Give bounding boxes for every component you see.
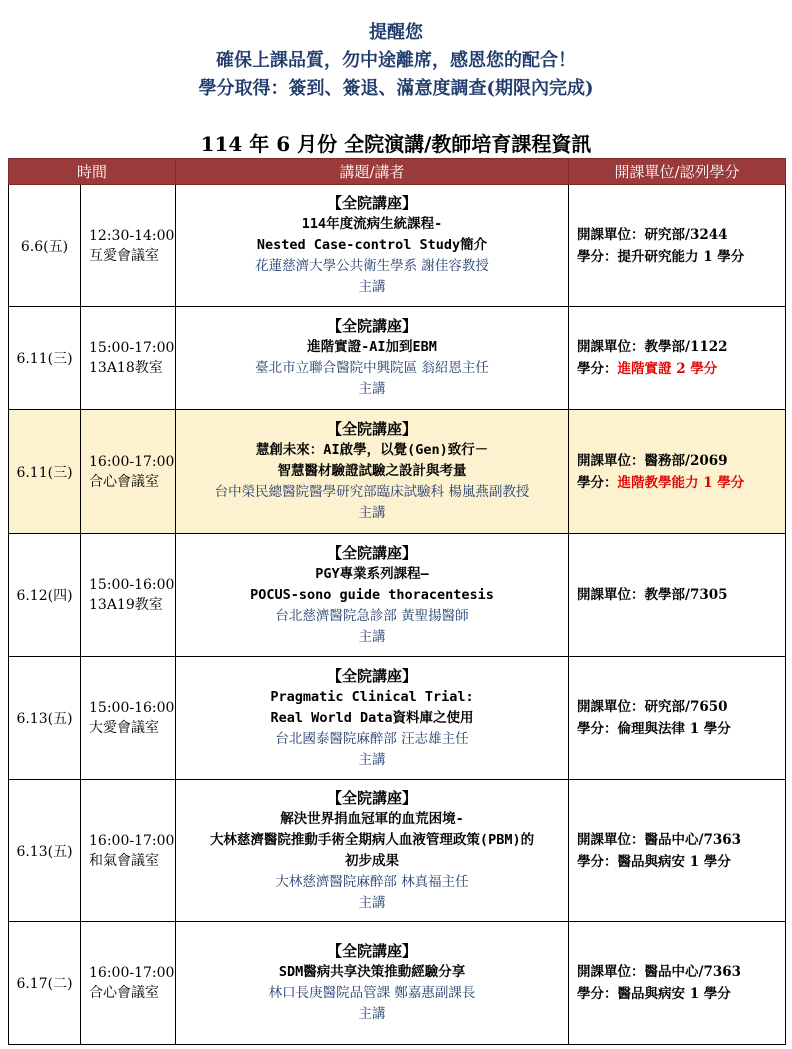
- session-time: 16:00-17:00: [89, 965, 175, 981]
- session-room: 大愛會議室: [89, 720, 159, 736]
- speaker: 台中榮民總醫院醫學研究部臨床試驗科 楊嵐燕副教授: [214, 484, 530, 500]
- course-title-line: 慧創未來：AI啟學，以覺(Gen)致行－: [255, 442, 489, 458]
- credit-line: [577, 851, 785, 873]
- session-topic: [176, 780, 569, 922]
- credit-label: 學分：: [577, 361, 618, 377]
- session-room: 合心會議室: [89, 473, 159, 490]
- lecture-tag: 【全院講座】: [327, 317, 418, 335]
- session-time: 12:30-14:00: [89, 227, 175, 244]
- course-title-line: PGY專業系列課程—: [315, 565, 429, 582]
- session-room: 13A19教室: [89, 597, 163, 613]
- speaker-role: 主講: [358, 628, 386, 645]
- credit-value: 進階教學能力 1 學分: [617, 474, 745, 491]
- session-date: 6.17(二): [9, 922, 81, 1045]
- session-topic: [176, 410, 569, 534]
- session-time-room: [81, 922, 176, 1045]
- table-row: [9, 780, 786, 922]
- host-unit: 開課單位：研究部/3244: [577, 226, 728, 243]
- header-topic: 講題/講者: [176, 159, 569, 185]
- course-title-line: Nested Case-control Study簡介: [256, 237, 488, 253]
- course-title-line: SDM醫病共享決策推動經驗分享: [278, 964, 466, 980]
- credit-value: 醫品與病安 1 學分: [617, 986, 731, 1002]
- credit-label: 學分：: [577, 853, 618, 870]
- page-title: 114 年 6 月份 全院演講/教師培育課程資訊: [200, 132, 592, 156]
- session-room: 13A18教室: [89, 360, 163, 376]
- speaker: 林口長庚醫院品管課 鄭嘉惠副課長: [268, 985, 476, 1001]
- notice-attendance: 確保上課品質，勿中途離席，感恩您的配合！: [216, 50, 576, 71]
- lecture-tag: 【全院講座】: [327, 788, 418, 807]
- credit-line: [577, 983, 785, 1005]
- host-unit: 開課單位：醫品中心/7363: [577, 964, 742, 980]
- session-topic: [176, 185, 569, 307]
- credit-value: 提升研究能力 1 學分: [617, 248, 745, 265]
- speaker-role: 主講: [358, 1006, 386, 1022]
- speaker: 臺北市立聯合醫院中興院區 翁紹恩主任: [255, 360, 489, 376]
- lecture-tag: 【全院講座】: [327, 942, 418, 960]
- session-unit: [569, 534, 786, 657]
- session-unit: [569, 657, 786, 780]
- course-title-line: 初步成果: [345, 852, 400, 869]
- course-title-line: 大林慈濟醫院推動手術全期病人血液管理政策(PBM)的: [209, 831, 535, 848]
- course-title-line: POCUS-sono guide thoracentesis: [250, 586, 494, 603]
- host-unit: 開課單位：醫品中心/7363: [577, 831, 742, 848]
- credit-line: [577, 472, 785, 494]
- session-date: 6.6(五): [9, 185, 81, 307]
- speaker-role: 主講: [358, 894, 386, 911]
- course-title-line: 智慧醫材驗證試驗之設計與考量: [277, 463, 467, 479]
- session-time: 16:00-17:00: [89, 832, 175, 849]
- speaker-role: 主講: [358, 381, 386, 397]
- speaker: 花蓮慈濟大學公共衛生學系 謝佳容教授: [255, 258, 489, 274]
- session-room: 和氣會議室: [89, 852, 159, 869]
- notice-credit-rule: 學分取得：簽到、簽退、滿意度調查(期限內完成): [198, 78, 594, 99]
- session-time-room: [81, 780, 176, 922]
- header-unit: 開課單位/認列學分: [569, 159, 786, 185]
- lecture-tag: 【全院講座】: [327, 543, 418, 562]
- credit-value: 倫理與法律 1 學分: [617, 721, 731, 737]
- session-time-room: [81, 307, 176, 410]
- credit-label: 學分：: [577, 986, 618, 1002]
- session-time: 15:00-16:00: [89, 700, 175, 716]
- speaker: 台北國泰醫院麻醉部 汪志雄主任: [275, 730, 469, 747]
- credit-label: 學分：: [577, 474, 618, 491]
- host-unit: 開課單位：研究部/7650: [577, 699, 728, 715]
- session-time-room: [81, 534, 176, 657]
- session-date: 6.12(四): [9, 534, 81, 657]
- lecture-tag: 【全院講座】: [327, 194, 418, 212]
- credit-line: [577, 358, 785, 380]
- lecture-tag: 【全院講座】: [327, 666, 418, 685]
- credit-value: 進階實證 2 學分: [617, 361, 718, 377]
- session-date: 6.11(三): [9, 307, 81, 410]
- table-row: [9, 657, 786, 780]
- table-row: [9, 534, 786, 657]
- session-time: 15:00-17:00: [89, 340, 175, 356]
- course-title-line: Real World Data資料庫之使用: [270, 709, 474, 726]
- host-unit: 開課單位：教學部/7305: [577, 587, 728, 603]
- session-unit: [569, 307, 786, 410]
- session-time: 16:00-17:00: [89, 453, 175, 470]
- course-title-line: Pragmatic Clinical Trial:: [270, 688, 474, 705]
- credit-label: 學分：: [577, 721, 618, 737]
- course-title-line: 114年度流病生統課程-: [301, 216, 443, 232]
- speaker-role: 主講: [358, 505, 386, 521]
- session-room: 互愛會議室: [89, 247, 159, 264]
- session-topic: [176, 657, 569, 780]
- session-time: 15:00-16:00: [89, 577, 175, 593]
- host-unit: 開課單位：教學部/1122: [577, 339, 728, 355]
- credit-label: 學分：: [577, 248, 618, 265]
- session-unit: [569, 410, 786, 534]
- session-time-room: [81, 657, 176, 780]
- session-topic: [176, 534, 569, 657]
- course-title-line: 進階實證-AI加到EBM: [307, 339, 437, 355]
- schedule-table: [8, 158, 786, 1045]
- table-row: [9, 307, 786, 410]
- session-topic: [176, 922, 569, 1045]
- speaker: 台北慈濟醫院急診部 黃聖揚醫師: [275, 607, 469, 624]
- session-unit: [569, 780, 786, 922]
- session-room: 合心會議室: [89, 985, 159, 1001]
- table-row: [9, 410, 786, 534]
- host-unit: 開課單位：醫務部/2069: [577, 452, 728, 469]
- table-row: [9, 185, 786, 307]
- session-unit: [569, 922, 786, 1045]
- credit-line: [577, 246, 785, 268]
- session-time-room: [81, 410, 176, 534]
- speaker-role: 主講: [358, 751, 386, 768]
- session-topic: [176, 307, 569, 410]
- course-title-line: 解決世界捐血冠軍的血荒困境-: [280, 810, 464, 827]
- session-date: 6.11(三): [9, 410, 81, 534]
- credit-line: [577, 718, 785, 740]
- session-date: 6.13(五): [9, 657, 81, 780]
- speaker: 大林慈濟醫院麻醉部 林真福主任: [275, 873, 469, 890]
- table-header-row: [9, 159, 786, 185]
- credit-value: 醫品與病安 1 學分: [617, 853, 731, 870]
- session-unit: [569, 185, 786, 307]
- table-row: [9, 922, 786, 1045]
- session-date: 6.13(五): [9, 780, 81, 922]
- speaker-role: 主講: [358, 279, 386, 295]
- session-time-room: [81, 185, 176, 307]
- notice-heading: 提醒您: [369, 22, 423, 43]
- lecture-tag: 【全院講座】: [327, 420, 418, 438]
- header-time: 時間: [9, 159, 176, 185]
